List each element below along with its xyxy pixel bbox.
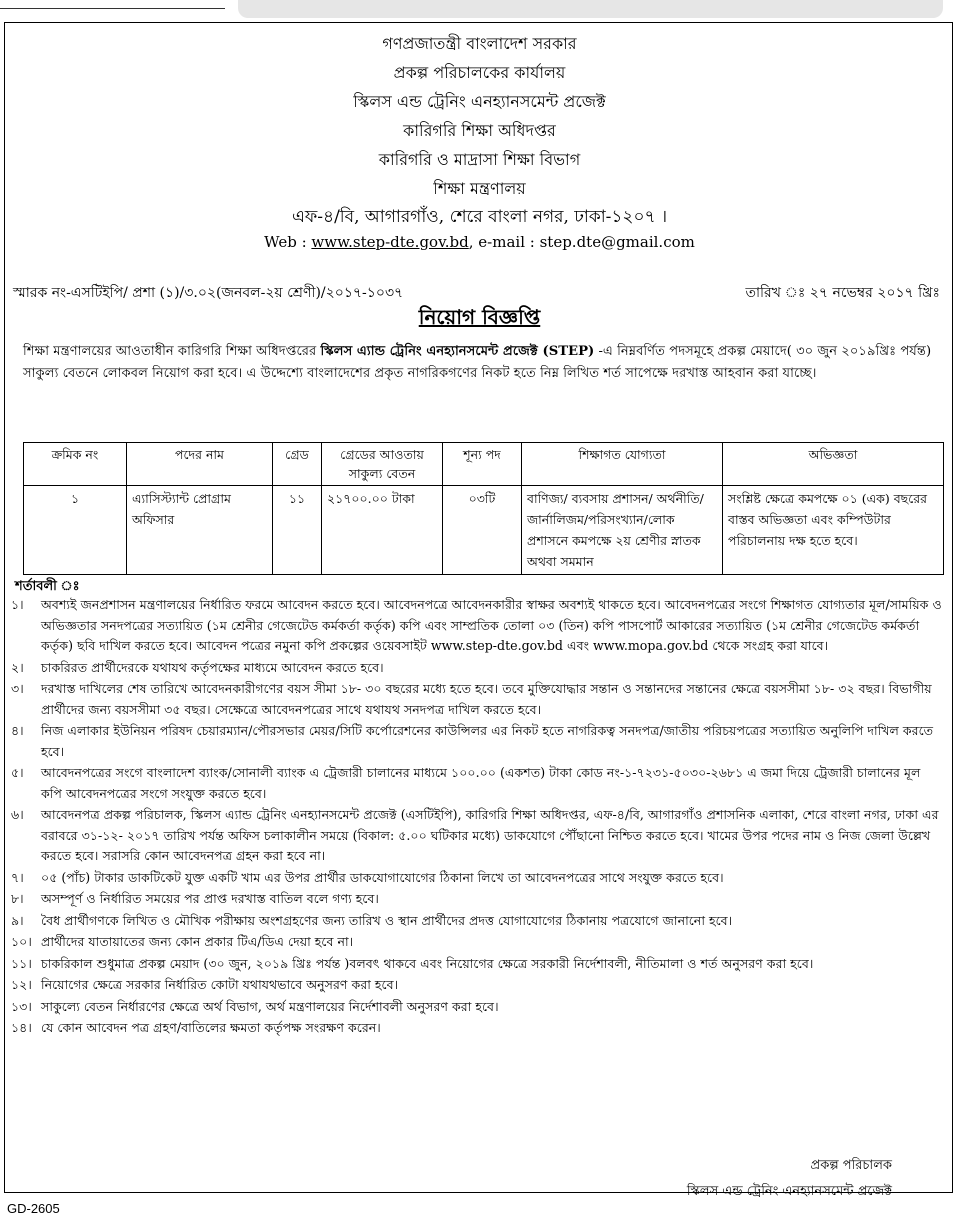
notice-frame <box>4 22 953 1216</box>
intro-text-2: -এ নিম্নবর্ণিত পদসমূহে প্রকল্প মেয়াদে( ৩০ জুন ২০১৯খ্রিঃ পর্যন্ত) সাকুল্য বেতনে লোকবল নিয়োগ করা হবে। এ উদ্দেশ্যে বাংলাদেশের প্রকৃত নাগরিকগণের নিকট হতে নিম্ন লিখিত শর্ত সাপেক্ষে দরখাস্ত আহবান করা যাচ্ছে। <box>23 344 932 381</box>
col-salary: গ্রেডের আওতায় সাকুল্য বেতন <box>322 443 443 486</box>
letterhead <box>5 29 954 252</box>
condition-item <box>11 954 943 975</box>
condition-number: ৬। <box>11 807 24 822</box>
condition-item <box>11 721 943 762</box>
web-email-line <box>5 232 954 252</box>
condition-item <box>11 1018 943 1039</box>
cell-post: এ্যাসিস্ট্যান্ট প্রোগ্রাম অফিসার <box>127 486 273 575</box>
condition-number: ৮। <box>11 891 24 906</box>
conditions-list <box>11 595 943 1040</box>
conditions-heading: শর্তাবলী ঃ <box>15 579 80 594</box>
condition-number: ১০। <box>11 934 32 949</box>
condition-item <box>11 679 943 720</box>
condition-item <box>11 997 943 1018</box>
memo-reference: স্মারক নং-এসটিইপি/ প্রশা (১)/৩.০২(জনবল-২য় শ্রেণী)/২০১৭-১০৩৭ <box>13 285 404 301</box>
web-label: Web : <box>264 233 312 251</box>
header-line-5: কারিগরি ও মাদ্রাসা শিক্ষা বিভাগ <box>378 150 581 169</box>
condition-text: নিজ এলাকার ইউনিয়ন পরিষদ চেয়ারম্যান/পৌরসভার মেয়র/সিটি কর্পোরেশনের কাউন্সিলর এর নিকট হতে নাগরিকত্ব সনদপত্র/জাতীয় পরিচয়পত্রের সত্যায়িত অনুলিপি দাখিল করতে হবে। <box>41 723 934 759</box>
signature-title: প্রকল্প পরিচালক <box>810 1158 892 1173</box>
condition-number: ১১। <box>11 955 32 971</box>
condition-text: আবেদনপত্র প্রকল্প পরিচালক, স্কিলস এ্যান্ড ট্রেনিং এনহ্যানসমেন্ট প্রজেক্ট (এসটিইপি), কারিগরি শিক্ষা অধিদপ্তর, এফ-৪/বি, আগারগাঁও প্রশাসনিক এলাকা, শেরে বাংলা নগর, ঢাকা এর বরাবরে ৩১-১২- ২০১৭ তারিখ পর্যন্ত অফিস চলাকালীন সময়ে (বিকাল: ৫.০০ ঘটিকার মধ্যে) ডাকযোগে পৌঁছানো নিশ্চিত করতে হবে। খামের উপর পদের নাম ও নিজ জেলা উল্লেখ করতে হবে। সরাসরি কোন আবেদনপত্র গ্রহন করা হবে না। <box>41 807 939 863</box>
header-line-2: প্রকল্প পরিচালকের কার্যালয় <box>393 63 566 82</box>
condition-item <box>11 763 943 804</box>
condition-item <box>11 911 943 932</box>
top-rule <box>0 8 225 9</box>
post-table <box>23 442 944 575</box>
cell-serial: ১ <box>24 486 127 575</box>
header-address: এফ-৪/বি, আগারগাঁও, শেরে বাংলা নগর, ঢাকা-১২০৭ । <box>291 207 668 227</box>
condition-text: অসম্পূর্ণ ও নির্ধারিত সময়ের পর প্রাপ্ত দরখাস্ত বাতিল বলে গণ্য হবে। <box>41 891 379 906</box>
condition-number: ১২। <box>11 977 32 992</box>
condition-text: ০৫ (পাঁচ) টাকার ডাকটিকেট যুক্ত একটি খাম এর উপর প্রার্থীর ডাকযোগাযোগের ঠিকানা লিখে তা আবেদনপত্রের সাথে সংযুক্ত করতে হবে। <box>41 869 724 885</box>
condition-item <box>11 868 943 889</box>
condition-number: ৭। <box>11 869 24 885</box>
condition-text: চাকরিকাল শুধুমাত্র প্রকল্প মেয়াদ (৩০ জুন, ২০১৯ খ্রিঃ পর্যন্ত )বলবৎ থাকবে এবং নিয়োগের ক্ষেত্রে সরকারী নির্দেশাবলী, নীতিমালা ও শর্ত অনুসরণ করা হবে। <box>41 955 814 971</box>
col-post: পদের নাম <box>127 443 273 486</box>
condition-text: আবেদনপত্রের সংগে বাংলাদেশ ব্যাংক/সোনালী ব্যাংক এ ট্রেজারী চালানের মাধ্যমে ১০০.০০ (একশত) টাকা কোড নং-১-৭২৩১-৫০৩০-২৬৮১ এ জমা দিয়ে ট্রেজারী চালানের মূল কপি আবেদনপত্রের সংগে সংযুক্ত করতে হবে। <box>41 765 921 801</box>
condition-number: ২। <box>11 659 24 675</box>
condition-item <box>11 595 943 657</box>
condition-item <box>11 805 943 867</box>
condition-text: চাকরিরত প্রার্থীদেরকে যথাযথ কর্তৃপক্ষের মাধ্যমে আবেদন করতে হবে। <box>41 659 384 675</box>
table-header-row <box>24 443 944 486</box>
ad-code: GD-2605 <box>7 1201 60 1216</box>
cell-vacancy: ০৩টি <box>443 486 522 575</box>
header-line-3: স্কিলস এন্ড ট্রেনিং এনহ্যানসমেন্ট প্রজেক্ট <box>353 92 606 111</box>
condition-number: ১৩। <box>11 998 32 1014</box>
col-qualification: শিক্ষাগত যোগ্যতা <box>522 443 723 486</box>
intro-paragraph <box>23 341 943 385</box>
cell-salary: ২১৭০০.০০ টাকা <box>322 486 443 575</box>
email-label: , e-mail : <box>468 233 540 251</box>
header-line-6: শিক্ষা মন্ত্রণালয় <box>433 179 526 198</box>
col-experience: অভিজ্ঞতা <box>723 443 944 486</box>
condition-number: ৩। <box>11 681 24 696</box>
intro-project-name: স্কিলস এ্যান্ড ট্রেনিং এনহ্যানসমেন্ট প্রজেক্ট (STEP) <box>320 344 595 359</box>
top-bar <box>238 0 943 18</box>
signature-block <box>687 1153 892 1205</box>
condition-item <box>11 658 943 679</box>
header-line-1: গণপ্রজাতন্ত্রী বাংলাদেশ সরকার <box>382 34 577 53</box>
header-line-4: কারিগরি শিক্ষা অধিদপ্তর <box>403 121 556 140</box>
condition-text: দরখাস্ত দাখিলের শেষ তারিখে আবেদনকারীগণের বয়স সীমা ১৮- ৩০ বছরের মধ্যে হতে হবে। তবে মুক্তিযোদ্ধার সন্তান ও সন্তানদের সন্তানের ক্ষেত্রে বয়সসীমা ১৮- ৩২ বছর। বিভাগীয় প্রার্থীদের জন্য বয়সসীমা ৩৫ বছর। সেক্ষেত্রে আবেদনপত্রের সাথে যথাযথ সনদপত্র দাখিল করতে হবে। <box>41 681 932 717</box>
cell-grade: ১১ <box>273 486 322 575</box>
condition-text: বৈধ প্রার্থীগণকে লিখিত ও মৌখিক পরীক্ষায় অংশগ্রহণের জন্য তারিখ ও স্থান প্রার্থীদের প্রদত্ত যোগাযোগের ঠিকানায় পত্রযোগে জানানো হবে। <box>41 912 733 928</box>
condition-text: যে কোন আবেদন পত্র গ্রহণ/বাতিলের ক্ষমতা কর্তৃপক্ষ সংরক্ষণ করেন। <box>41 1020 381 1035</box>
col-vacancy: শূন্য পদ <box>443 443 522 486</box>
intro-text-1: শিক্ষা মন্ত্রণালয়ের আওতাধীন কারিগরি শিক্ষা অধিদপ্তরের <box>23 344 321 359</box>
cell-qualification: বাণিজ্য/ ব্যবসায় প্রশাসন/ অর্থনীতি/জার্নালিজম/পরিসংখ্যান/লোক প্রশাসনে কমপক্ষে ২য় শ্রেণীর স্নাতক অথবা সমমান <box>522 486 723 575</box>
condition-item <box>11 932 943 953</box>
condition-number: ১৪। <box>11 1020 32 1035</box>
col-grade: গ্রেড <box>273 443 322 486</box>
condition-number: ৯। <box>11 912 24 928</box>
table-row <box>24 486 944 575</box>
condition-item <box>11 975 943 996</box>
condition-item <box>11 889 943 910</box>
condition-number: ৫। <box>11 765 24 780</box>
col-serial: ক্রমিক নং <box>24 443 127 486</box>
web-link[interactable]: www.step-dte.gov.bd <box>311 233 469 251</box>
signature-org: স্কিলস এন্ড ট্রেনিং এনহ্যানসমেন্ট প্রজেক্ট <box>686 1184 892 1199</box>
condition-text: নিয়োগের ক্ষেত্রে সরকার নির্ধারিত কোটা যথাযথভাবে অনুসরণ করা হবে। <box>41 977 399 992</box>
condition-number: ১। <box>11 597 24 612</box>
email-link[interactable]: step.dte@gmail.com <box>539 233 695 251</box>
memo-date: তারিখ ঃ ২৭ নভেম্বর ২০১৭ খ্রিঃ <box>745 285 940 301</box>
condition-text: অবশ্যই জনপ্রশাসন মন্ত্রণালয়ের নির্ধারিত ফরমে আবেদন করতে হবে। আবেদনপত্রে আবেদনকারীর স্বাক্ষর অবশ্যই থাকতে হবে। আবেদনপত্রের সংগে শিক্ষাগত যোগ্যতার মূল/সাময়িক ও অভিজ্ঞতার সনদপত্রের সত্যায়িত (১ম শ্রেনীর গেজেটেড কর্মকর্তা কর্তৃক) কপি এবং সাম্প্রতিক তোলা ০৩ (তিন) কপি পাসপোর্ট আকারের সত্যায়িত (১ম শ্রেনীর গেজেটেড কর্মকর্তা কর্তৃক) ছবি দাখিল করতে হবে। আবেদন পত্রের নমুনা কপি প্রকল্পের ওয়েবসাইট www.step-dte.gov.bd এবং www.mopa.gov.bd থেকে সংগ্রহ করা যাবে। <box>41 597 942 653</box>
condition-text: প্রার্থীদের যাতায়াতের জন্য কোন প্রকার টিএ/ডিএ দেয়া হবে না। <box>41 934 354 949</box>
cell-experience: সংশ্লিষ্ট ক্ষেত্রে কমপক্ষে ০১ (এক) বছরের বাস্তব অভিজ্ঞতা এবং কম্পিউটার পরিচালনায় দক্ষ হতে হবে। <box>723 486 944 575</box>
condition-text: সাকুল্যে বেতন নির্ধারণের ক্ষেত্রে অর্থ বিভাগ, অর্থ মন্ত্রণালয়ের নির্দেশাবলী অনুসরণ করা হবে। <box>41 998 499 1014</box>
notice-title: নিয়োগ বিজ্ঞপ্তি <box>418 305 541 329</box>
condition-number: ৪। <box>11 723 24 738</box>
